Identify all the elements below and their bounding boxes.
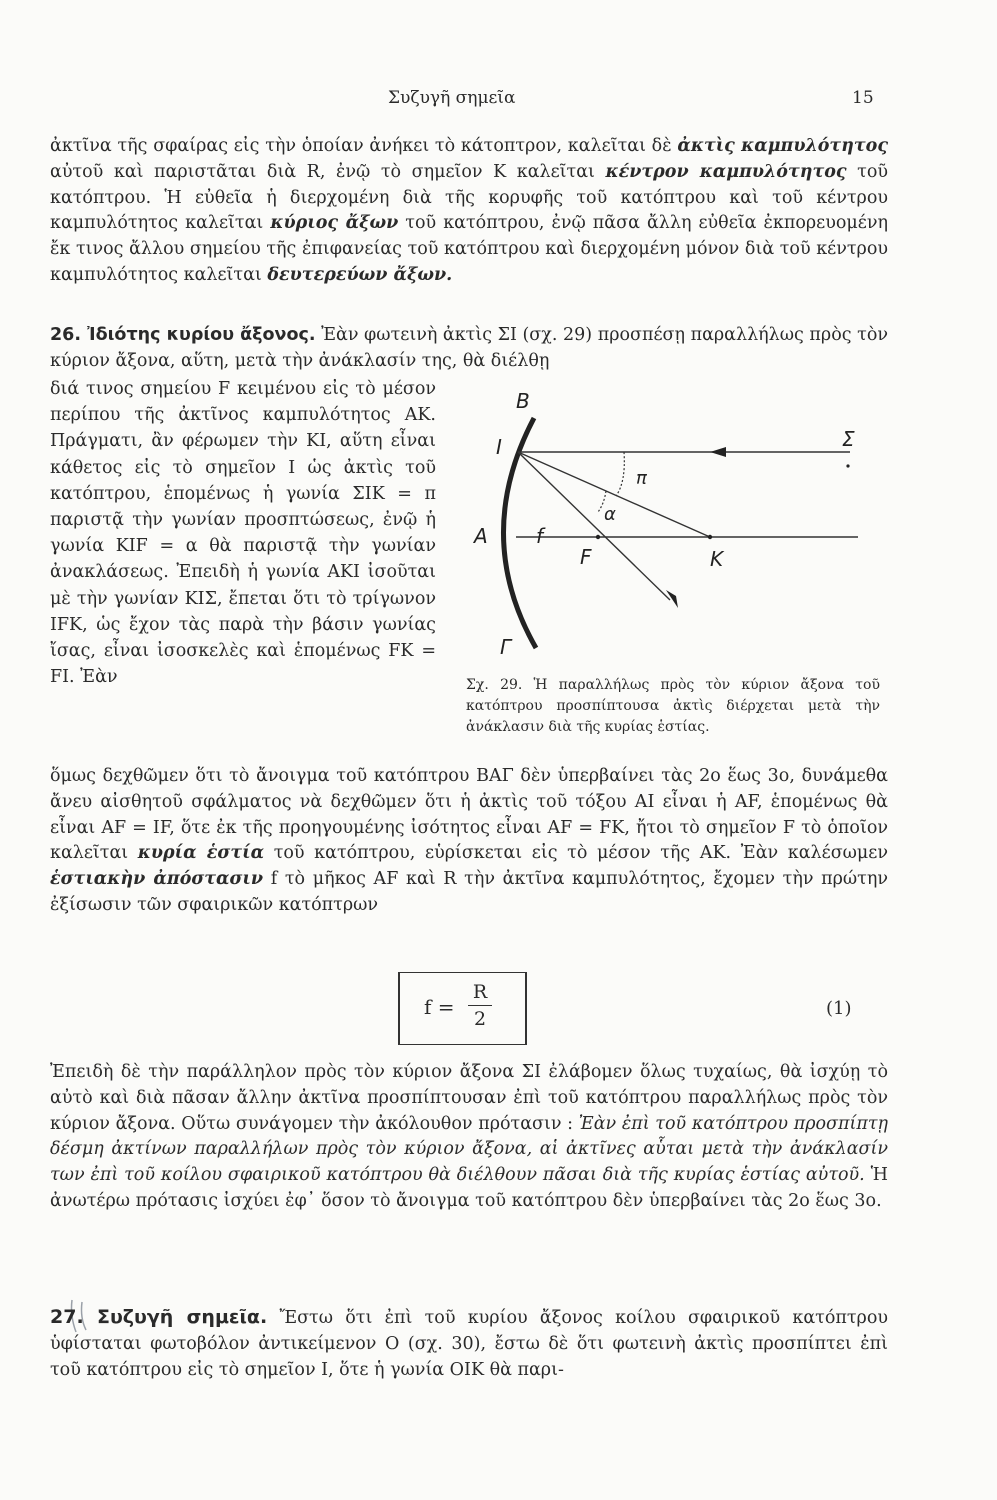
term-radius-of-curvature: ἀκτὶς καμπυλότητος: [677, 136, 888, 156]
label-alpha: α: [604, 504, 616, 525]
section-26-heading: 26. Ἰδιότης κυρίου ἄξονος.: [50, 325, 316, 345]
equation-lhs: f =: [424, 995, 455, 1019]
page-number: 15: [852, 88, 874, 108]
term-focal-length: ἑστιακὴν ἀπόστασιν: [50, 869, 264, 890]
text-run: τοῦ κατόπτρου, εὑρίσκεται εἰς τὸ μέσον τῆς ΑΚ. Ἐὰν καλέσωμεν: [264, 843, 888, 864]
label-sigma: Σ: [842, 427, 855, 451]
equation-fraction: [468, 981, 492, 1030]
section-27-heading: 27. Συζυγῆ σημεῖα.: [50, 1306, 268, 1328]
point-K: [708, 535, 712, 539]
figure-29-diagram: [466, 386, 876, 686]
incident-ray-arrow: [710, 447, 726, 457]
text-run: τοῦ κατόπτρου, ἐνῷ πᾶσα ἄλλη εὐθεῖα ἐκπορευομένη ἔκ τινος ἄλλου σημείου τῆς ἐπιφανείας τοῦ κατόπτρου καὶ διερχομένη μόνον διὰ τοῦ κέντρου καμπυλότητος καλεῖται: [50, 213, 888, 285]
text-run: Ἔστω ὅτι ἐπὶ τοῦ κυρίου ἄξονος κοίλου σφαιρικοῦ κατόπτρου ὑφίσταται φωτοβόλον ἀντικείμενον Ο (σχ. 30), ἔστω δὲ ὅτι φωτεινὴ ἀκτὶς προσπίπτει ἐπὶ τοῦ κατόπτρου εἰς τὸ σημεῖον Ι, ὅτε ἡ γωνία ΟΙΚ θὰ παρι-: [50, 1308, 888, 1380]
section-26-wrapped-text: διά τινος σημείου F κειμένου εἰς τὸ μέσον περίπου τῆς ἀκτῖνος καμπυλότητος ΑΚ. Πράγματι, ἂν φέρωμεν τὴν ΚΙ, αὕτη εἶναι κάθετος εἰς τὸ σημεῖον Ι ὡς ἀκτὶς τοῦ κατόπτρου, ἑπομένως ἡ γωνία ΣΙΚ = π παριστᾷ τὴν γωνίαν προσπτώσεως, ἐνῷ ἡ γωνία ΚΙF = α θὰ παριστᾷ τὴν γωνίαν ἀνακλάσεως. Ἐπειδὴ ἡ γωνία ΑΚΙ ἰσοῦται μὲ τὴν γωνίαν ΚΙΣ, ἔπεται ὅτι τὸ τρίγωνον ΙFΚ, ὡς ἔχον τὰς παρὰ τὴν βάσιν γωνίας ἴσας, εἶναι ἰσοσκελὲς καὶ ἑπομένως FK = FI. Ἐὰν: [50, 379, 436, 688]
section-27-intro: [50, 1305, 888, 1383]
section-26-conclusion: [50, 1060, 888, 1215]
section-26-continued: [50, 764, 888, 919]
text-run: Ἡ ἀνωτέρω πρότασις ἰσχύει ἐφ᾿ ὅσον τὸ ἄνοιγμα τοῦ κατόπτρου δὲν ὑπερβαίνει τὰς 2ο ἕως 3ο.: [50, 1165, 888, 1211]
angle-pi-arc: [616, 452, 624, 496]
label-f: f: [536, 524, 544, 548]
term-principal-focus: κυρία ἑστία: [137, 843, 265, 864]
term-center-of-curvature: κέντρον καμπυλότητος: [605, 161, 847, 182]
text-run: f τὸ μῆκος AF καὶ R τὴν ἀκτῖνα καμπυλότητος, ἔχομεν τὴν πρώτην ἐξίσωσιν τῶν σφαιρικῶν κατόπτρων: [50, 869, 888, 915]
label-A: A: [474, 524, 488, 548]
reflected-ray-arrow: [666, 590, 678, 608]
label-F: F: [580, 545, 592, 569]
term-secondary-axis: δευτερεύων ἄξων.: [267, 264, 453, 285]
term-principal-axis: κύριος ἄξων: [270, 213, 399, 234]
label-I: I: [496, 435, 502, 459]
point-sigma-dot: [846, 464, 849, 467]
label-K: K: [710, 547, 724, 571]
running-header: [0, 88, 997, 112]
text-run: Ἐπειδὴ δὲ τὴν παράλληλον πρὸς τὸν κύριον ἄξονα ΣΙ ἐλάβομεν ὅλως τυχαίως, θὰ ἰσχύῃ τὸ αὐτὸ καὶ διὰ πᾶσαν ἄλλην ἀκτῖνα προσπίπτουσαν ἐπὶ τοῦ κατόπτρου παραλλήλως πρὸς τὸν κύριον ἄξονα. Οὕτω συνάγομεν τὴν ἀκόλουθον πρότασιν :: [50, 1062, 888, 1134]
equation-box: [398, 972, 527, 1045]
text-run: ὅμως δεχθῶμεν ὅτι τὸ ἄνοιγμα τοῦ κατόπτρου ΒΑΓ δὲν ὑπερβαίνει τὰς 2ο ἕως 3ο, δυνάμεθα ἄνευ αἰσθητοῦ σφάλματος νὰ δεχθῶμεν ὅτι ἡ ἀκτὶς τοῦ τόξου ΑΙ εἶναι ἡ AF, ἑπομένως θὰ εἶναι AF = IF, ὅτε ἐκ τῆς προηγουμένης ἰσότητος εἶναι AF = FK, ἤτοι τὸ σημεῖον F τὸ ὁποῖον καλεῖται: [50, 766, 888, 864]
label-B: B: [516, 389, 530, 413]
text-run: τοῦ κατόπτρου. Ἡ εὐθεῖα ἡ διερχομένη διὰ τῆς κορυφῆς τοῦ κατόπτρου καὶ τοῦ κέντρου καμπυλότητος καλεῖται: [50, 161, 889, 234]
equation-denominator: 2: [473, 1008, 487, 1030]
equation-number: (1): [826, 998, 852, 1019]
running-title: Συζυγῆ σημεῖα: [388, 88, 516, 108]
equation-numerator: R: [468, 981, 492, 1006]
text-run: αὐτοῦ καὶ παριστᾶται διὰ R, ἐνῷ τὸ σημεῖον Κ καλεῖται: [50, 161, 606, 182]
paragraph-curvature: [50, 134, 888, 289]
figure-29-caption: Σχ. 29. Ἡ παραλλήλως πρὸς τὸν κύριον ἄξονα τοῦ κατόπτρου προσπίπτουσα ἀκτὶς διέρχεται μετὰ τὴν ἀνάκλασιν διὰ τῆς κυρίας ἑστίας.: [466, 677, 880, 735]
text-run: ἀκτῖνα τῆς σφαίρας εἰς τὴν ὁποίαν ἀνήκει τὸ κάτοπτρον, καλεῖται δὲ: [50, 136, 678, 156]
section-26-intro: [50, 323, 888, 375]
theorem-statement: Ἐὰν ἐπὶ τοῦ κατόπτρου προσπίπτῃ δέσμη ἀκτίνων παραλλήλων πρὸς τὸν κύριον ἄξονα, αἱ ἀκτῖνες αὗται μετὰ τὴν ἀνάκλασίν των ἐπὶ τοῦ κοίλου σφαιρικοῦ κατόπτρου θὰ διέλθουν πᾶσαι διὰ τῆς κυρίας ἑστίας αὐτοῦ.: [50, 1113, 888, 1186]
point-F: [596, 535, 600, 539]
label-pi: π: [636, 468, 647, 489]
text-run: Ἐὰν φωτεινὴ ἀκτὶς ΣΙ (σχ. 29) προσπέσῃ παραλλήλως πρὸς τὸν κύριον ἄξονα, αὕτη, μετὰ τὴν ἀνάκλασίν της, θὰ διέλθῃ: [50, 325, 888, 371]
label-gamma: Γ: [500, 635, 512, 659]
